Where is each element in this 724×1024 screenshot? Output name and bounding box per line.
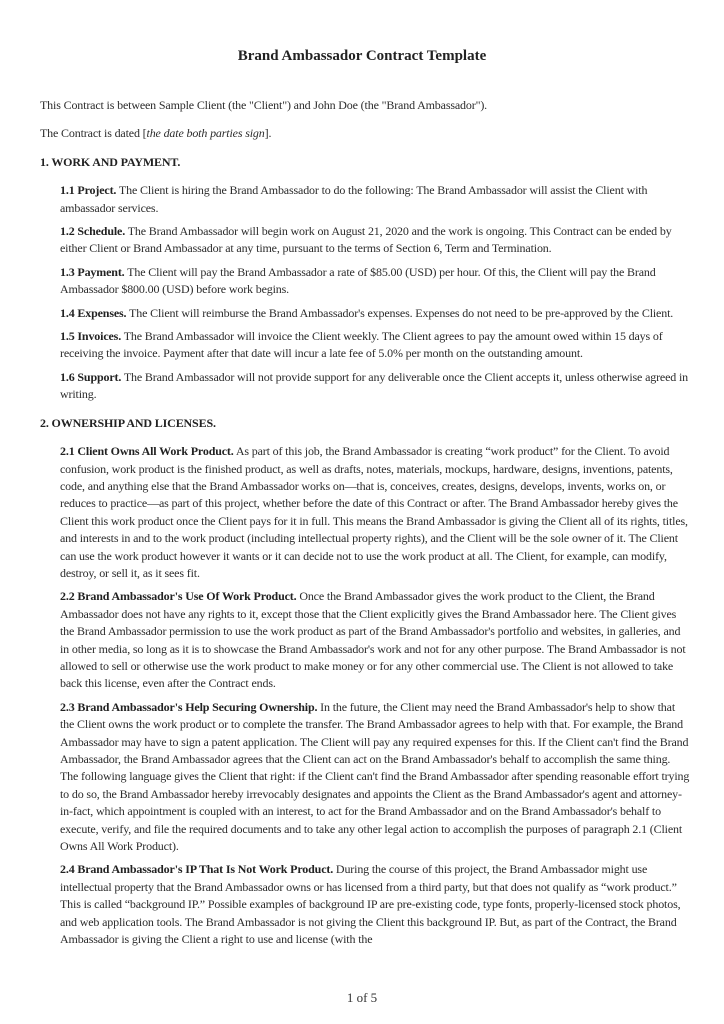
clause (60, 264, 690, 299)
clause-label: 1.5 Invoices. (60, 329, 122, 344)
clause-text: The Client is hiring the Brand Ambassador to do the following: The Brand Ambassador will assist the Client with ambassador services. (60, 183, 648, 215)
dated-suffix: ]. (264, 126, 272, 141)
clause-label: 2.3 Brand Ambassador's Help Securing Ownership. (60, 699, 318, 714)
clause-text: The Client will pay the Brand Ambassador a rate of $85.00 (USD) per hour. Of this, the Client will pay the Brand Ambassador $800.00 (USD) before work begins. (60, 264, 656, 297)
clause-text: The Brand Ambassador will not provide support for any deliverable once the Client accepts it, unless otherwise agreed in writing. (60, 369, 689, 402)
intro-paragraph: This Contract is between Sample Client (the "Client") and John Doe (the "Brand Ambassador"). (40, 98, 488, 112)
clause (60, 443, 690, 582)
clause-text: Once the Brand Ambassador gives the work product to the Client, the Brand Ambassador does not have any rights to it, except those that the Client explicitly gives the Brand Ambassador here. The Client gives the Brand Ambassador permission to use the work product as part of the Brand Ambassador's portfolio and websites, in galleries, and in other media, so long as it is to showcase the Brand Ambassador's work and not for any other purpose. The Brand Ambassador is not allowed to sell or otherwise use the work product to make money or for any other commercial use. The Client is not allowed to take back this license, even after the Contract ends. (60, 589, 686, 691)
section-heading: 2. OWNERSHIP AND LICENSES. (40, 415, 216, 430)
clause (60, 588, 690, 692)
clause (60, 223, 690, 258)
clause (60, 699, 690, 856)
dated-placeholder: the date both parties sign (146, 126, 265, 141)
clause-text: The Brand Ambassador will begin work on August 21, 2020 and the work is ongoing. This Contract can be ended by either Client or Brand Ambassador at any time, pursuant to the terms of Section 6, Term and Termination. (60, 224, 672, 256)
clause-label: 1.1 Project. (60, 183, 117, 198)
clause-label: 2.1 Client Owns All Work Product. (60, 444, 234, 459)
section-heading: 1. WORK AND PAYMENT. (40, 154, 181, 169)
clause-label: 1.6 Support. (60, 369, 122, 384)
clause-label: 1.4 Expenses. (60, 305, 127, 320)
clause-label: 2.2 Brand Ambassador's Use Of Work Product. (60, 589, 297, 604)
clause (60, 369, 690, 404)
clause-text: In the future, the Client may need the Brand Ambassador's help to show that the Client owns the work product or to complete the transfer. The Brand Ambassador agrees to help with that. For example, the Brand Ambassador may have to sign a patent application. The Client will pay any required expenses for this. If the Client can't find the Brand Ambassador, the Brand Ambassador agrees that the Client can act on the Brand Ambassador's behalf to accomplish the same thing. The following language gives the Client that right: if the Client can't find the Brand Ambassador after spending reasonable effort trying to do so, the Brand Ambassador hereby irrevocably designates and appoints the Client as the Brand Ambassador's agent and attorney-in-fact, which appointment is coupled with an interest, to act for the Brand Ambassador and on the Brand Ambassador's behalf to execute, verify, and file the required documents and to take any other legal action to accomplish the purposes of paragraph 2.1 (Client Owns All Work Product). (60, 699, 690, 854)
clause (60, 328, 690, 363)
clause (60, 305, 690, 322)
dated-prefix: The Contract is dated [ (40, 126, 147, 141)
clause-text: The Brand Ambassador will invoice the Client weekly. The Client agrees to pay the amount owed within 15 days of receiving the invoice. Payment after that date will incur a late fee of 5.0% per month on the outstanding amount. (60, 329, 663, 361)
clause-label: 1.3 Payment. (60, 264, 125, 279)
document-body (40, 97, 690, 954)
clause-text: The Client will reimburse the Brand Ambassador's expenses. Expenses do not need to be pre-approved by the Client. (126, 305, 674, 320)
clause (60, 861, 690, 948)
clause-text: As part of this job, the Brand Ambassador is creating “work product” for the Client. To avoid confusion, work product is the finished product, as well as drafts, notes, materials, mockups, hardware, designs, inventions, patents, code, and anything else that the Brand Ambassador works on—that is, conceives, creates, designs, develops, invents, works on, or reduces to practice—as part of this project, whether before the date of this Contract or after. The Brand Ambassador hereby gives the Client this work product once the Client pays for it in full. This means the Brand Ambassador is giving the Client all of its rights, titles, and interests in and to the work product (including intellectual property rights), and the Client will be the sole owner of it. The Client can use the work product however it wants or it can decide not to use the work product at all. The Client, for example, can modify, destroy, or sell it, as it sees fit. (60, 444, 688, 580)
clause-label: 2.4 Brand Ambassador's IP That Is Not Work Product. (60, 862, 334, 877)
clause (60, 182, 690, 217)
dated-paragraph (40, 125, 690, 142)
clause-label: 1.2 Schedule. (60, 224, 126, 239)
clause-text: During the course of this project, the Brand Ambassador might use intellectual property that the Brand Ambassador owns or has licensed from a third party, but that does not qualify as “work product.” This is called “background IP.” Possible examples of background IP are pre-existing code, type fonts, properly-licensed stock photos, and web application tools. The Brand Ambassador is not giving the Client this background IP. But, as part of the Contract, the Brand Ambassador is giving the Client a right to use and license (with the (60, 862, 681, 947)
document-title: Brand Ambassador Contract Template (237, 48, 487, 64)
page-number: 1 of 5 (346, 990, 378, 1005)
